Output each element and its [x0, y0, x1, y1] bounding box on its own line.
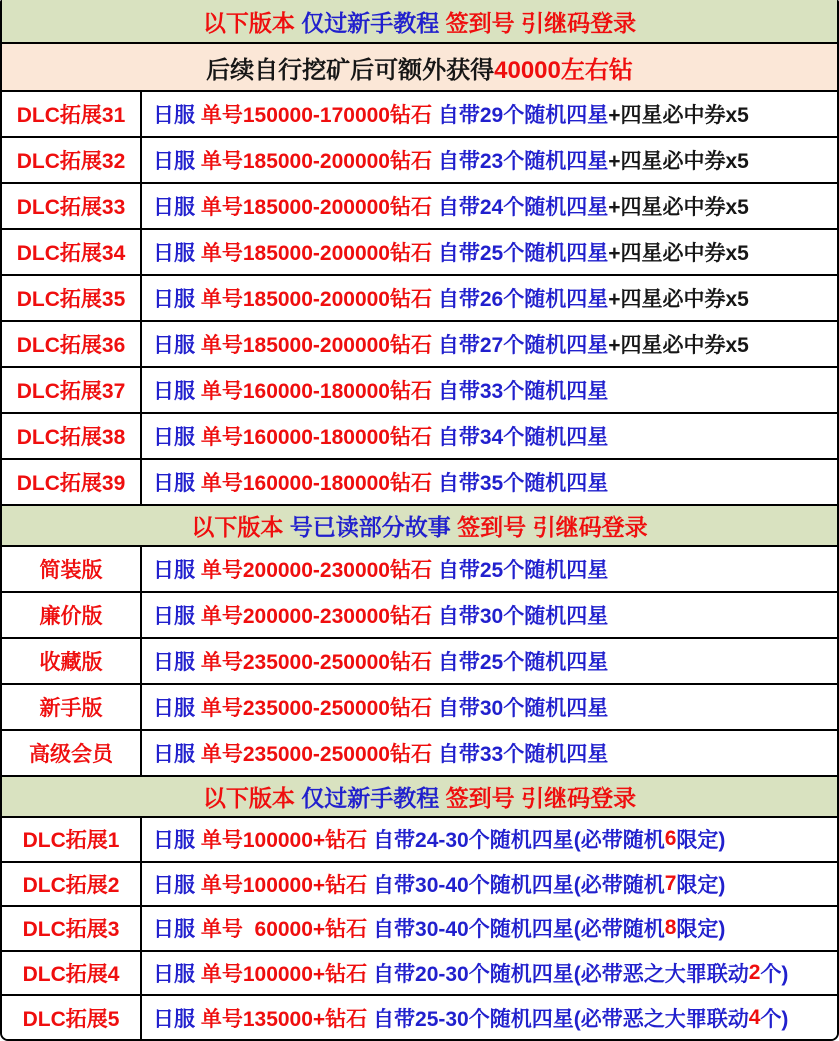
section-header-bottom	[2, 775, 837, 816]
text-segment: 日服	[153, 963, 201, 987]
text-segment: 自带30-40个随机四星(必带随机	[367, 918, 665, 942]
text-segment: +四星必中券x5	[608, 242, 749, 265]
account-description	[140, 639, 837, 683]
table-row	[2, 861, 837, 906]
text-segment: 日服	[153, 918, 201, 942]
account-description	[140, 907, 837, 950]
account-description	[140, 460, 837, 504]
table-row	[2, 950, 837, 995]
text-segment: +四星必中券x5	[608, 334, 749, 357]
version-label: DLC拓展36	[16, 334, 126, 357]
account-description	[140, 414, 837, 458]
account-description	[140, 368, 837, 412]
text-segment: 7	[664, 871, 677, 895]
text-segment: 日服	[153, 605, 201, 628]
text-segment: 自带33个随机四星	[432, 380, 609, 403]
text-segment: 日服	[153, 743, 201, 766]
text-segment: 仅过新手教程	[301, 785, 440, 811]
version-label: 收藏版	[39, 651, 103, 674]
table-row	[2, 729, 837, 775]
text-segment: 单号160000-180000钻石	[200, 380, 432, 403]
table-row	[2, 816, 837, 861]
text-segment: 自带20-30个随机四星(必带恶之大罪联动	[367, 963, 749, 987]
text-segment: 日服	[153, 380, 201, 403]
version-label: 新手版	[39, 697, 103, 720]
version-label: 廉价版	[39, 605, 103, 628]
account-description	[140, 685, 837, 729]
version-label: 高级会员	[29, 743, 113, 766]
text-segment: 签到号 引继码登录	[450, 514, 648, 540]
table-row	[2, 366, 837, 412]
text-segment: 4	[748, 1005, 761, 1029]
text-segment: 单号160000-180000钻石	[200, 426, 432, 449]
text-segment: 单号 60000+钻石	[200, 918, 368, 942]
text-segment: 单号235000-250000钻石	[200, 697, 432, 720]
text-segment: 2	[748, 961, 761, 985]
text-segment: 后续自行挖矿后可额外获得	[206, 56, 495, 84]
account-description	[140, 184, 837, 228]
text-segment: 日服	[153, 150, 201, 173]
text-segment: 日服	[153, 873, 201, 897]
text-segment: 日服	[153, 104, 201, 127]
text-segment: 号已读部分故事	[289, 514, 451, 540]
version-label: DLC拓展5	[22, 1007, 120, 1031]
account-description	[140, 731, 837, 775]
text-segment: 日服	[153, 697, 201, 720]
text-segment: 日服	[153, 242, 201, 265]
text-segment: 自带25-30个随机四星(必带恶之大罪联动	[367, 1007, 749, 1031]
text-segment: 自带25个随机四星	[432, 559, 609, 582]
text-segment: 自带25个随机四星	[432, 242, 609, 265]
text-segment: 自带25个随机四星	[432, 651, 609, 674]
account-description	[140, 863, 837, 906]
text-segment: 限定)	[676, 918, 726, 942]
table-row	[2, 320, 837, 366]
text-segment: 单号160000-180000钻石	[200, 472, 432, 495]
account-description	[140, 230, 837, 274]
version-label: DLC拓展39	[16, 472, 126, 495]
text-segment: 40000左右钻	[494, 56, 633, 84]
text-segment: 6	[664, 827, 677, 851]
text-segment: 自带35个随机四星	[432, 472, 609, 495]
version-label: DLC拓展33	[16, 196, 126, 219]
table-row	[2, 458, 837, 504]
account-description	[140, 818, 837, 861]
text-segment: 单号135000+钻石	[200, 1007, 368, 1031]
text-segment: 单号200000-230000钻石	[200, 605, 432, 628]
text-segment: 自带30个随机四星	[432, 605, 609, 628]
text-segment: 单号185000-200000钻石	[200, 150, 432, 173]
table-row	[2, 90, 837, 136]
text-segment: 日服	[153, 472, 201, 495]
text-segment: 单号100000+钻石	[200, 873, 368, 897]
version-label: DLC拓展4	[22, 963, 120, 987]
table-row	[2, 412, 837, 458]
account-description	[140, 276, 837, 320]
table-row	[2, 182, 837, 228]
text-segment: 单号185000-200000钻石	[200, 196, 432, 219]
account-description	[140, 996, 837, 1039]
account-description	[140, 138, 837, 182]
text-segment: 自带30个随机四星	[432, 697, 609, 720]
table-row	[2, 591, 837, 637]
version-label: DLC拓展3	[22, 918, 120, 942]
table-row	[2, 905, 837, 950]
text-segment: 自带34个随机四星	[432, 426, 609, 449]
table-row	[2, 274, 837, 320]
text-segment: 仅过新手教程	[301, 9, 440, 36]
text-segment: 日服	[153, 288, 201, 311]
text-segment: 自带33个随机四星	[432, 743, 609, 766]
text-segment: 8	[664, 916, 677, 940]
text-segment: 以下版本	[202, 9, 302, 36]
text-segment: 个)	[760, 963, 789, 987]
text-segment: 限定)	[676, 873, 726, 897]
table-row	[2, 683, 837, 729]
text-segment: 单号100000+钻石	[200, 829, 368, 853]
text-segment: 个)	[760, 1007, 789, 1031]
version-label: DLC拓展2	[22, 873, 120, 897]
text-segment: 单号150000-170000钻石	[200, 104, 432, 127]
text-segment: 以下版本	[202, 785, 302, 811]
version-label: DLC拓展38	[16, 426, 126, 449]
text-segment: 单号185000-200000钻石	[200, 288, 432, 311]
text-segment: 日服	[153, 1007, 201, 1031]
notice-banner	[2, 42, 837, 90]
table-row	[2, 136, 837, 182]
account-description	[140, 92, 837, 136]
text-segment: 自带23个随机四星	[432, 150, 609, 173]
text-segment: 日服	[153, 651, 201, 674]
account-description	[140, 593, 837, 637]
text-segment: 自带26个随机四星	[432, 288, 609, 311]
section-header-middle	[2, 504, 837, 545]
table-row	[2, 545, 837, 591]
version-label: DLC拓展31	[16, 104, 126, 127]
text-segment: +四星必中券x5	[608, 104, 749, 127]
version-label: DLC拓展34	[16, 242, 126, 265]
text-segment: 自带30-40个随机四星(必带随机	[367, 873, 665, 897]
text-segment: 日服	[153, 829, 201, 853]
text-segment: 签到号 引继码登录	[439, 785, 637, 811]
text-segment: 日服	[153, 334, 201, 357]
version-label: DLC拓展32	[16, 150, 126, 173]
table-row	[2, 637, 837, 683]
table-row	[2, 994, 837, 1039]
text-segment: 单号185000-200000钻石	[200, 242, 432, 265]
text-segment: +四星必中券x5	[608, 150, 749, 173]
text-segment: 自带24-30个随机四星(必带随机	[367, 829, 665, 853]
text-segment: 单号235000-250000钻石	[200, 651, 432, 674]
text-segment: 日服	[153, 559, 201, 582]
text-segment: 自带27个随机四星	[432, 334, 609, 357]
text-segment: 单号235000-250000钻石	[200, 743, 432, 766]
text-segment: 单号200000-230000钻石	[200, 559, 432, 582]
version-label: 简装版	[39, 559, 103, 582]
text-segment: 限定)	[676, 829, 726, 853]
version-label: DLC拓展37	[16, 380, 126, 403]
account-description	[140, 952, 837, 995]
text-segment: 自带29个随机四星	[432, 104, 609, 127]
section-header-top	[2, 0, 837, 42]
text-segment: 以下版本	[191, 514, 290, 540]
text-segment: 签到号 引继码登录	[439, 9, 637, 36]
text-segment: 单号185000-200000钻石	[200, 334, 432, 357]
text-segment: +四星必中券x5	[608, 288, 749, 311]
version-label: DLC拓展1	[22, 829, 120, 853]
text-segment: 日服	[153, 426, 201, 449]
table-row	[2, 228, 837, 274]
text-segment: +四星必中券x5	[608, 196, 749, 219]
version-label: DLC拓展35	[16, 288, 126, 311]
text-segment: 日服	[153, 196, 201, 219]
account-description	[140, 322, 837, 366]
text-segment: 单号100000+钻石	[200, 963, 368, 987]
text-segment: 自带24个随机四星	[432, 196, 609, 219]
account-description	[140, 547, 837, 591]
